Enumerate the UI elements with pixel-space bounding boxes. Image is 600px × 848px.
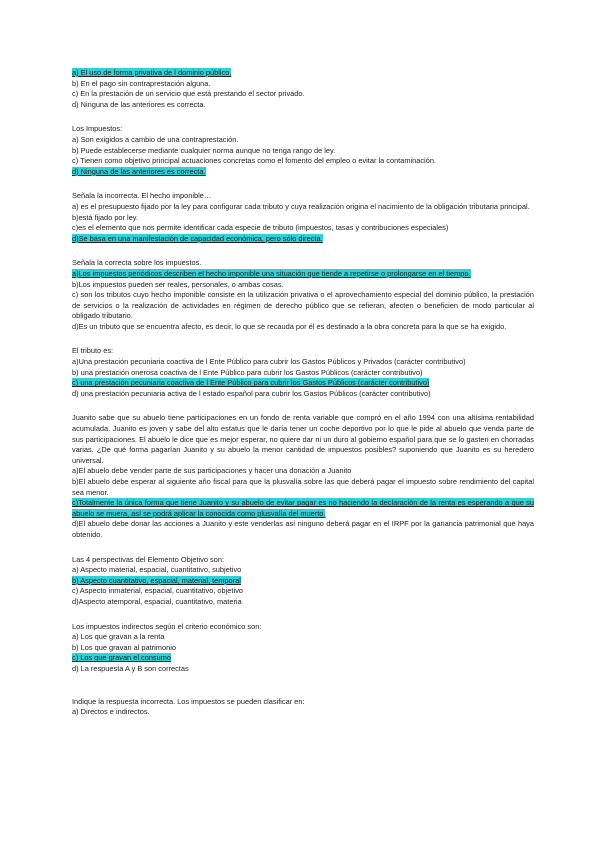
option-d: d)Es un tributo que se encuentra afecto, es decir, lo que se recauda por él es destinado a la obra concreta para la que se ha exigido. bbox=[72, 321, 507, 331]
option-a-correct: a)Los impuestos periódicos describen el hecho imponible una situación que tiende a repetirse o prolongarse en el tiempo. bbox=[72, 268, 471, 278]
question-2 bbox=[72, 124, 534, 177]
option-a: a) es el presupuesto fijado por la ley para configurar cada tributo y cuya realización origina el nacimiento de la obligación tributaria principal. bbox=[72, 201, 530, 211]
question-title: Señala la correcta sobre los impuestos. bbox=[72, 258, 202, 268]
option-c: c) Aspecto inmaterial, espacial, cuantitativo, objetivo bbox=[72, 586, 243, 596]
option-c-correct: c) Los que gravan el consumo bbox=[72, 653, 172, 663]
option-d: d) Ninguna de las anteriores es correcta. bbox=[72, 99, 206, 109]
option-a: a)Una prestación pecuniaria coactiva de l Ente Público para cubrir los Gastos Públicos y Privados (carácter contributivo) bbox=[72, 357, 466, 367]
question-title: Los Impuestos: bbox=[72, 124, 123, 134]
question-9 bbox=[72, 697, 534, 718]
option-c: c) Tienen como objetivo principal actuaciones concretas como el fomento del empleo o evitar la contaminación. bbox=[72, 156, 436, 166]
option-b: b) Los que gravan al patrimonio bbox=[72, 642, 176, 652]
option-a: a) Los que gravan a la renta bbox=[72, 632, 165, 642]
question-8 bbox=[72, 622, 534, 675]
question-stem: Juanito sabe que su abuelo tiene participaciones en un fondo de renta variable que compró en el año 1994 con una altísima rentabilidad acumulada. Juanito es joven y sabe del alto estatus que le daría tener un coche deportivo por lo que le pide al abuelo que venda parte de sus participaciones. El abuelo le dice que es mejor esperar, no quiere dar ni un duro al gobierno español para que se lo gasten en chorradas varias. ¿De qué forma pagarían Juanito y su abuelo la menor cantidad de impuestos posibles? suponiendo que Juanito es su heredero universal. bbox=[72, 413, 534, 465]
option-a: a) Aspecto material, espacial, cuantitativo, subjetivo bbox=[72, 565, 242, 575]
question-title: Los impuestos indirectos según el criterio económico son: bbox=[72, 621, 262, 631]
option-a-correct: a) El uso de forma privativa de l dominio público. bbox=[72, 68, 232, 77]
option-b-correct: b) Aspecto cuantitativo, espacial, material, temporal bbox=[72, 575, 241, 585]
option-b: b)El abuelo debe esperar al siguiente año fiscal para que la plusvalía sobre las que deberá pagar el impuesto sobre rendimiento del capital sea menor. bbox=[72, 477, 534, 497]
option-b: b) Puede establecerse mediante cualquier norma aunque no tenga rango de ley. bbox=[72, 145, 336, 155]
option-b: b) En el pago sin contraprestación alguna. bbox=[72, 78, 211, 88]
option-b: b)Los impuestos pueden ser reales, personales, o ambas cosas. bbox=[72, 279, 284, 289]
option-b: b) una prestación onerosa coactiva de l Ente Público para cubrir los Gastos Públicos (carácter contributivo) bbox=[72, 367, 423, 377]
option-c-correct: c) una prestación pecuniaria coactiva de l Ente Público para cubrir los Gastos Públicos (carácter contributivo) bbox=[72, 378, 430, 388]
option-b: b)está fijado por ley. bbox=[72, 212, 139, 222]
option-c: c) En la prestación de un servicio que está prestando el sector privado. bbox=[72, 89, 305, 99]
question-6 bbox=[72, 413, 534, 540]
option-d: d)Aspecto atemporal, espacial, cuantitativo, materia bbox=[72, 596, 242, 606]
option-d-correct: d) Ninguna de las anteriores es correcta. bbox=[72, 166, 206, 176]
option-c: c) son los tributos cuyo hecho imponible consiste en la utilización privativa o el aprovechamiento especial del dominio público, la prestación de servicios o la realización de actividades en régimen de derecho público que se refieran, afecten o beneficien de modo particular al obligado tributario. bbox=[72, 290, 534, 321]
option-c: c)es el elemento que nos permite identificar cada especie de tributo (impuestos, tasas y contribuciones especiales) bbox=[72, 223, 449, 233]
question-3 bbox=[72, 191, 534, 244]
question-4 bbox=[72, 258, 534, 332]
option-d: d) una prestación pecuniaria activa de l estado español para cubrir los Gastos Públicos (carácter contributivo) bbox=[72, 388, 431, 398]
question-5 bbox=[72, 346, 534, 399]
question-title: Señala la incorrecta. El hecho imponible… bbox=[72, 191, 212, 201]
option-a: a)El abuelo debe vender parte de sus participaciones y hacer una donación a Juanito bbox=[72, 466, 352, 476]
option-a: a) Son exigidos a cambio de una contraprestación. bbox=[72, 134, 239, 144]
option-d: d)El abuelo debe donar las acciones a Juanito y este venderlas así ninguno deberá pagar en el IRPF por la ganancia patrimonial que haya obtenido. bbox=[72, 519, 534, 539]
question-title: Las 4 perspectivas del Elemento Objetivo son: bbox=[72, 554, 225, 564]
question-1 bbox=[72, 68, 534, 110]
question-title: El tributo es: bbox=[72, 346, 114, 356]
question-title: Indique la respuesta incorrecta. Los impuestos se pueden clasificar en: bbox=[72, 696, 305, 706]
option-d: d) La respuesta A y B son correctas bbox=[72, 663, 189, 673]
document-body bbox=[72, 68, 534, 734]
option-d-correct: d)Se basa en una manifestación de capacidad económica, pero sólo directa. bbox=[72, 233, 323, 243]
option-a: a) Directos e indirectos. bbox=[72, 707, 150, 717]
question-7 bbox=[72, 555, 534, 608]
option-c-correct: c)Totalmente la única forma que tiene Juanito y su abuelo de evitar pagar es no haciendo la declaración de la renta es esperando a que su abuelo se muera, así se podrá aplicar la conocida como plusvalía del muerto. bbox=[72, 498, 534, 518]
